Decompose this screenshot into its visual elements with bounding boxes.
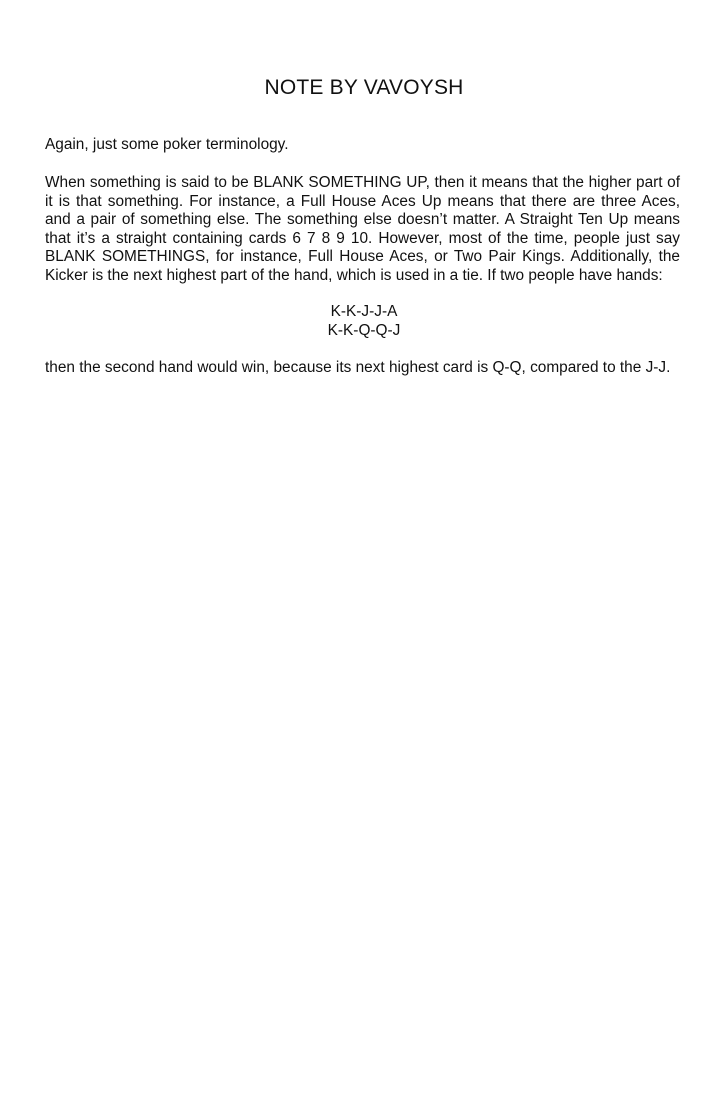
hand-two: K-K-Q-Q-J <box>327 321 401 339</box>
page-title: NOTE BY VAVOYSH <box>264 76 464 99</box>
intro-paragraph: Again, just some poker terminology. <box>45 136 289 153</box>
conclusion-paragraph: then the second hand would win, because its next highest card is Q-Q, compared to the J-J. <box>45 359 671 376</box>
example-hands <box>0 303 728 340</box>
hand-one: K-K-J-J-A <box>330 303 398 320</box>
explanation-paragraph: When something is said to be BLANK SOMETHING UP, then it means that the higher part of it is that something. For instance, a Full House Aces Up means that there are three Aces, and a pair of something else. The something else doesn’t matter. A Straight Ten Up means that it’s a straight containing cards 6 7 8 9 10. However, most of the time, people just say BLANK SOMETHINGS, for instance, Full House Aces, or Two Pair Kings. Additionally, the Kicker is the next highest part of the hand, which is used in a tie. If two people have hands: <box>45 174 680 284</box>
